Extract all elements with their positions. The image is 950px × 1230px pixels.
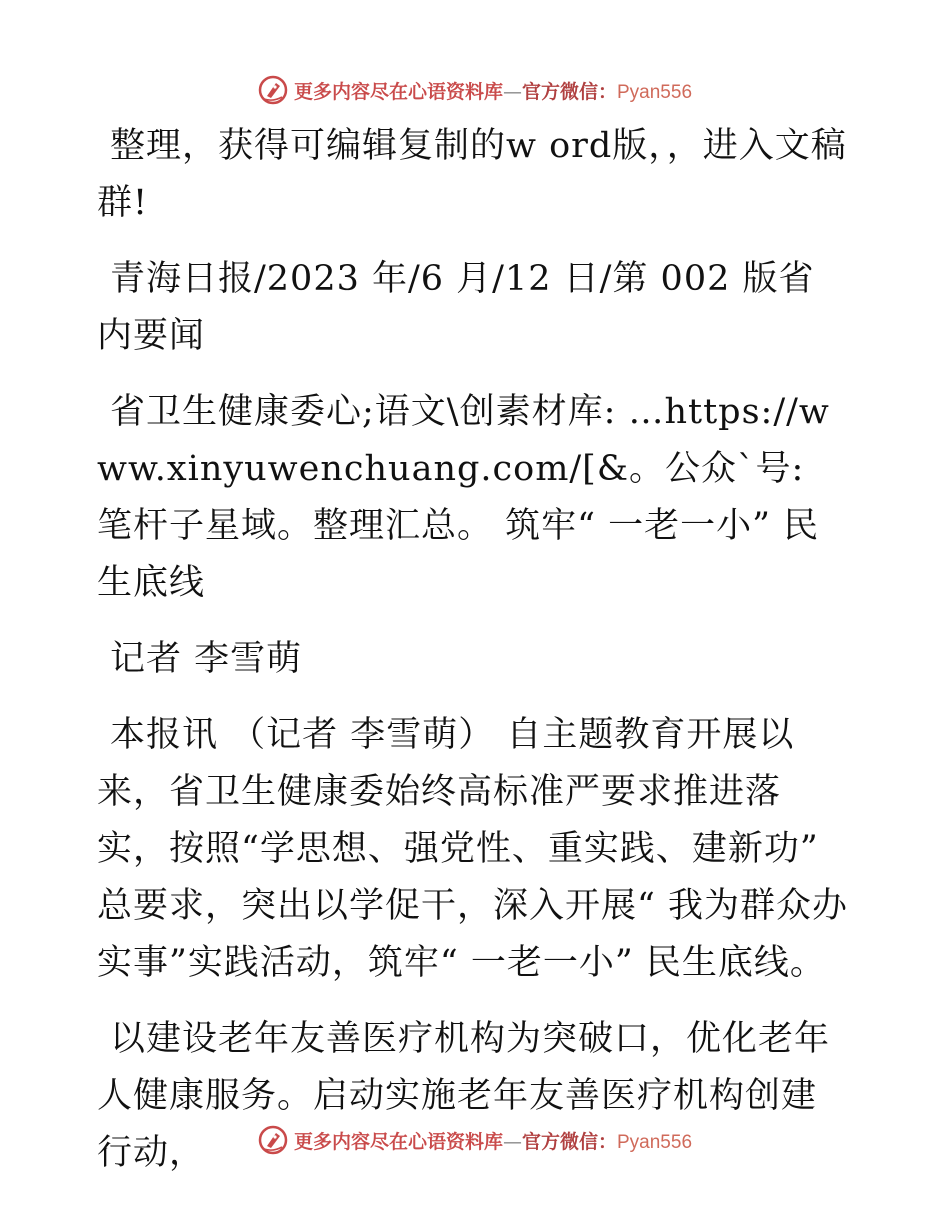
- banner-site-text: 更多内容尽在心语资料库: [293, 1130, 503, 1153]
- paragraph-body: 以建设老年友善医疗机构为突破口，优化老年人健康服务。启动实施老年友善医疗机构创建行动，: [97, 1019, 831, 1173]
- banner-text: [294, 1127, 692, 1154]
- paragraph-source: 青海日报/2023 年/6 月/12 日/第 002 版省内要闻: [97, 259, 815, 356]
- pen-nib-logo-icon: [258, 1125, 288, 1155]
- document-body: [97, 118, 849, 1201]
- pen-nib-logo-icon: [258, 75, 288, 105]
- banner-account: Pyan556: [617, 81, 693, 103]
- banner-site-text: 更多内容尽在心语资料库: [293, 80, 503, 103]
- banner-wechat-label: 官方微信：: [521, 1130, 617, 1153]
- banner-text: [294, 77, 692, 104]
- paragraph-byline: 记者 李雪萌: [110, 639, 303, 679]
- footer-banner: [0, 1120, 950, 1160]
- banner-dash: —: [502, 80, 522, 103]
- banner-dash: —: [502, 1130, 522, 1153]
- paragraph-headline: 省卫生健康委心;语文\创素材库: …https://www.xinyuwenchuang.com/[&。公众`号: 笔杆子星域。整理汇总。 筑牢“ 一老一小” 民生底线: [97, 392, 830, 603]
- banner-account: Pyan556: [617, 1131, 693, 1153]
- paragraph-intro: 整理，获得可编辑复制的w ord版，，进入文稿群!: [97, 126, 847, 223]
- banner-wechat-label: 官方微信：: [521, 80, 617, 103]
- header-banner: [0, 70, 950, 110]
- paragraph-lead: 本报讯 （记者 李雪萌） 自主题教育开展以来，省卫生健康委始终高标准严要求推进落实，按照“学思想、强党性、重实践、建新功” 总要求，突出以学促干，深入开展“ 我为群众办实事”实践活动，筑牢“ 一老一小” 民生底线。: [97, 715, 849, 983]
